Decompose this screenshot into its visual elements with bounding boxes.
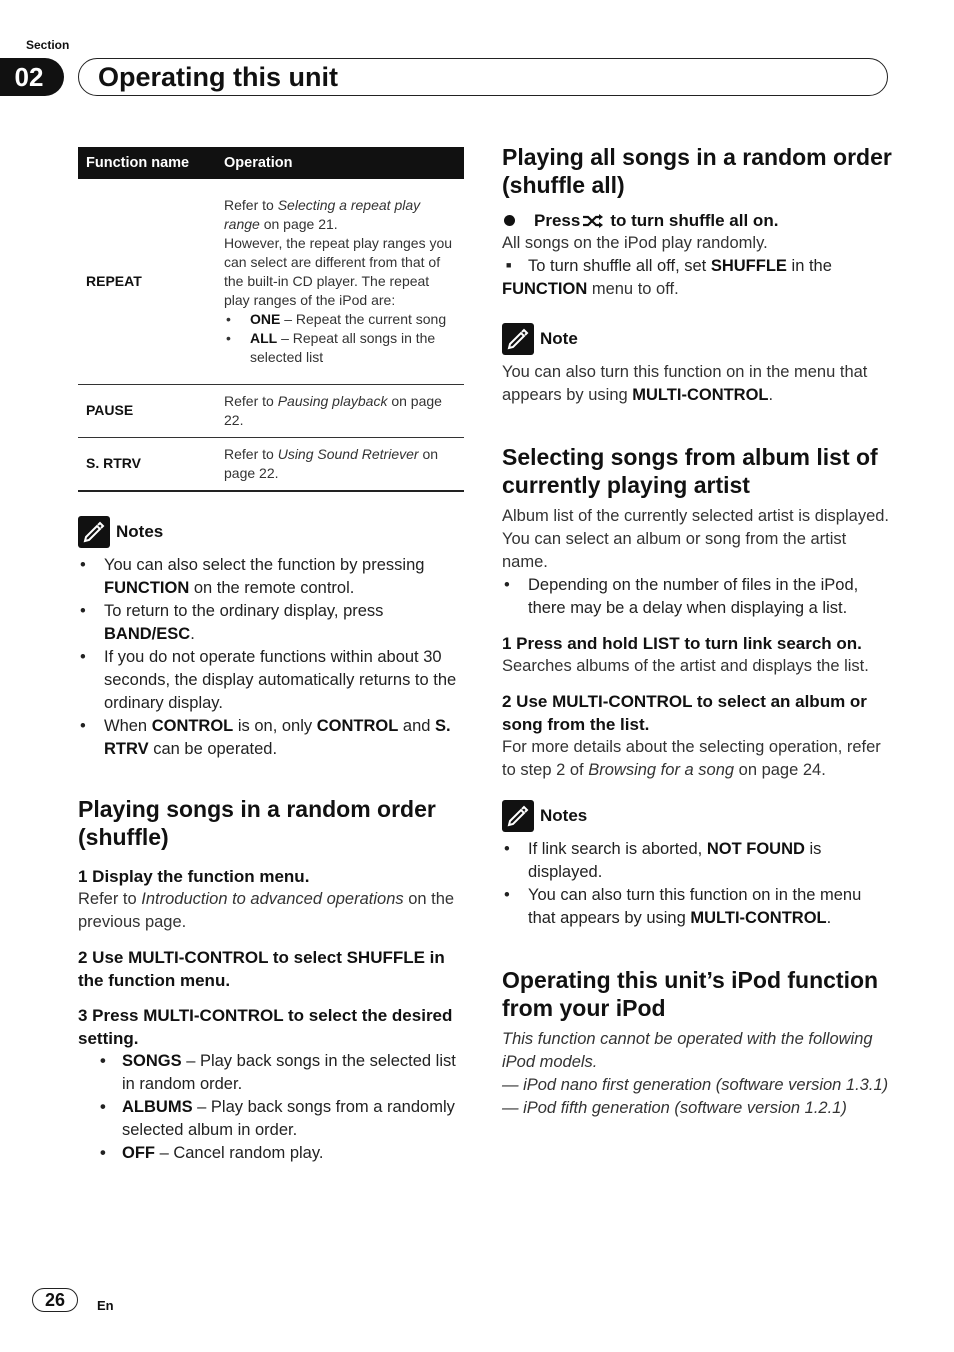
ref-text: on page 22. [224, 392, 442, 428]
ref-link: Pausing playback [277, 392, 388, 409]
pencil-note-icon [502, 800, 534, 832]
operation-cell [216, 437, 464, 491]
album-notes-title: Notes [540, 806, 588, 825]
option-text: – Repeat the current song [280, 310, 447, 327]
list-item: • SONGS – Play back songs in the selected list in random order. [78, 1050, 464, 1096]
list-item: • ALBUMS – Play back songs from a randomly selected album in order. [78, 1096, 464, 1142]
ref-text: Refer to [224, 445, 278, 462]
album-intro: Album list of the currently selected artist is displayed. You can select an album or song from the artist name. [502, 507, 890, 571]
list-item [224, 329, 456, 367]
shuffle-all-off-cont: FUNCTION menu to off. [502, 280, 679, 298]
bullet-dot-icon [504, 215, 515, 226]
album-step-1-desc: Searches albums of the artist and displays the list. [502, 657, 869, 675]
ref-link: Using Sound Retriever [277, 445, 419, 462]
right-column [502, 143, 892, 1120]
album-heading: Selecting songs from album list of currently playing artist [502, 444, 878, 498]
note-title: Note [540, 329, 578, 348]
shuffle-icon [582, 214, 604, 228]
album-step-2-desc: For more details about the selecting operation, refer to step 2 of Browsing for a song on page 24. [502, 738, 881, 779]
list-item: • OFF – Cancel random play. [78, 1142, 464, 1165]
operation-cell [216, 384, 464, 437]
ipod-model-1: — iPod nano first generation (software version 1.3.1) [502, 1076, 889, 1094]
col-header-function: Function name [78, 147, 216, 179]
ref-text: Refer to [224, 196, 278, 213]
ref-text: Refer to [224, 392, 278, 409]
list-item: • To return to the ordinary display, press BAND/ESC. [78, 600, 464, 646]
table-row [78, 384, 464, 437]
list-item: • If you do not operate functions within about 30 seconds, the display automatically returns to the ordinary display. [78, 646, 464, 715]
album-notes-list [502, 838, 892, 930]
ipod-model-2: — iPod fifth generation (software version 1.2.1) [502, 1099, 847, 1117]
step-2: 2 Use MULTI-CONTROL to select SHUFFLE in the function menu. [78, 947, 445, 990]
page-number: 26 [32, 1288, 78, 1312]
step-3: 3 Press MULTI-CONTROL to select the desired setting. [78, 1005, 453, 1048]
album-step-1: 1 Press and hold LIST to turn link search on. [502, 634, 862, 653]
function-name: REPEAT [78, 179, 216, 384]
function-name: S. RTRV [78, 437, 216, 491]
col-header-operation: Operation [216, 147, 464, 179]
table-row [78, 179, 464, 384]
notes-list [78, 554, 464, 761]
ipod-op-heading: Operating this unit’s iPod function from your iPod [502, 967, 879, 1021]
list-item: ■ To turn shuffle all off, set SHUFFLE in the [502, 255, 892, 278]
shuffle-options [78, 1050, 464, 1165]
section-label: Section [26, 38, 70, 52]
shuffle-all-off [502, 255, 892, 278]
operation-cell [216, 179, 464, 384]
album-notes-header [502, 800, 892, 832]
function-table [78, 147, 464, 492]
shuffle-all-step: Press to turn shuffle all on. [502, 209, 892, 232]
list-item: • Depending on the number of files in the iPod, there may be a delay when displaying a list. [502, 574, 892, 620]
option-key: ALL [250, 329, 278, 346]
album-bullets [502, 574, 892, 620]
operation-extra: However, the repeat play ranges you can select are different from that of the built-in CD player. The repeat play ranges of the iPod are: [224, 234, 453, 308]
table-row [78, 437, 464, 491]
notes-title: Notes [116, 521, 164, 541]
notes-header [78, 516, 464, 548]
left-column [78, 147, 464, 1165]
ref-text: on page 21. [259, 215, 338, 232]
step-1-desc: Refer to Introduction to advanced operations on the previous page. [78, 889, 455, 931]
note-text: You can also turn this function on in the menu that appears by using MULTI-CONTROL. [502, 363, 868, 404]
shuffle-all-desc: All songs on the iPod play randomly. [502, 234, 768, 252]
list-item: • When CONTROL is on, only CONTROL and S. RTRV can be operated. [78, 715, 464, 761]
list-item: • You can also select the function by pressing FUNCTION on the remote control. [78, 554, 464, 600]
option-key: ONE [250, 310, 281, 327]
language-label: En [97, 1298, 114, 1313]
option-text: – Repeat all songs in the selected list [250, 329, 436, 365]
step-1: 1 Display the function menu. [78, 866, 310, 886]
note-header [502, 323, 892, 355]
album-step-2: 2 Use MULTI-CONTROL to select an album or song from the list. [502, 692, 867, 734]
repeat-options [224, 310, 456, 367]
function-name: PAUSE [78, 384, 216, 437]
list-item [224, 310, 456, 329]
pencil-note-icon [78, 516, 110, 548]
ref-link: Selecting a repeat play range [224, 196, 421, 232]
pencil-note-icon [502, 323, 534, 355]
ipod-op-intro: This function cannot be operated with the following iPod models. [502, 1030, 873, 1071]
list-item: • You can also turn this function on in the menu that appears by using MULTI-CONTROL. [502, 884, 892, 930]
page-title: Operating this unit [98, 62, 338, 92]
section-number-badge: 02 [0, 58, 64, 96]
shuffle-all-heading: Playing all songs in a random order (shuffle all) [502, 144, 892, 198]
shuffle-heading: Playing songs in a random order (shuffle) [78, 795, 436, 850]
ref-text: on page 22. [224, 445, 439, 481]
list-item: • If link search is aborted, NOT FOUND is displayed. [502, 838, 892, 884]
